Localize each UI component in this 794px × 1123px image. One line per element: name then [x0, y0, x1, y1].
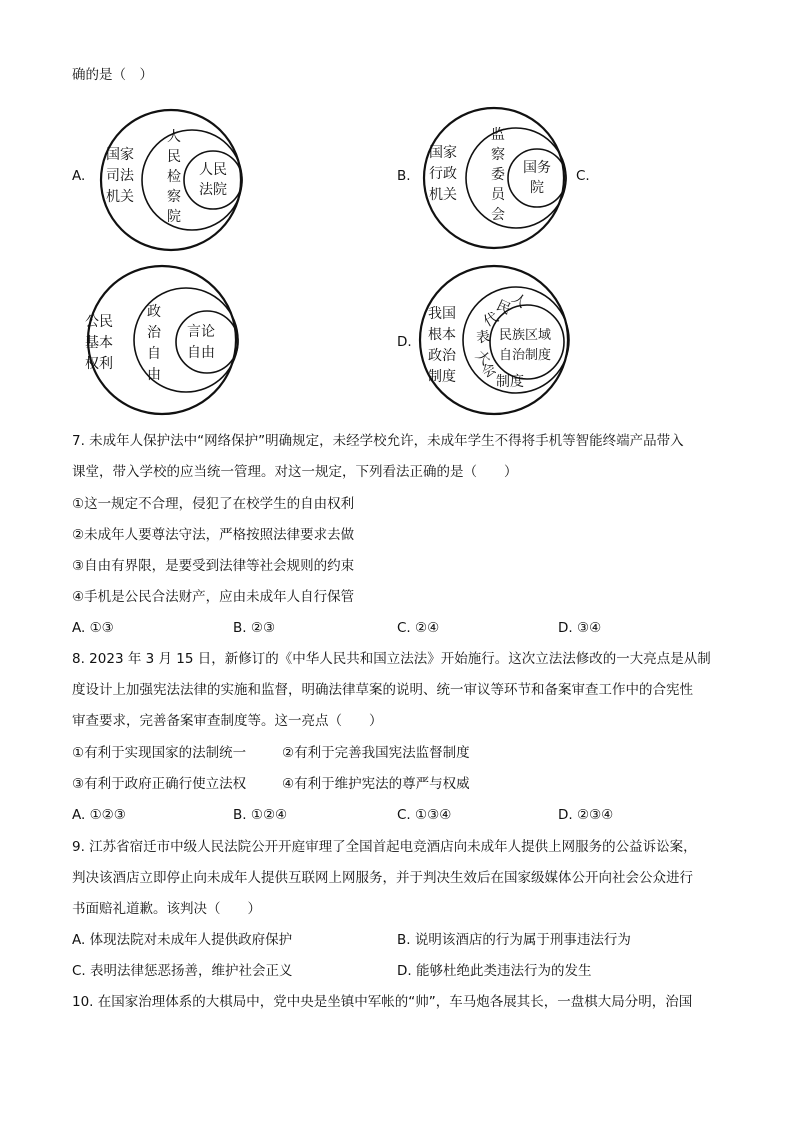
diagram-b-middle-4: 员 [491, 187, 505, 203]
diagram-c [74, 262, 250, 418]
question-8-statement-1: ①有利于实现国家的法制统一 [72, 745, 247, 761]
diagram-d-inner-2: 自治制度 [499, 348, 552, 363]
question-7-statement-3: ③自由有界限，是要受到法律等社会规则的约束 [72, 558, 355, 574]
diagram-c-outer-3: 权利 [85, 356, 113, 372]
diagram-b-inner-2: 院 [530, 180, 544, 196]
question-9-option-d: D. 能够杜绝此类违法行为的发生 [397, 963, 592, 979]
diagram-a-inner-1: 人民 [199, 162, 227, 178]
question-7-stem-line-1: 7. 未成年人保护法中“网络保护”明确规定，未经学校允许，未成年学生不得将手机等智能终端产品带入 [72, 433, 684, 449]
question-8-stem-line-1: 8. 2023 年 3 月 15 日，新修订的《中华人民共和国立法法》开始施行。这次立法法修改的一大亮点是从制 [72, 651, 711, 667]
question-9-option-a: A. 体现法院对未成年人提供政府保护 [72, 932, 293, 948]
diagram-b-outer-3: 机关 [429, 187, 457, 203]
diagram-c-outer-1: 公民 [85, 314, 113, 330]
question-7-option-a: A. ①③ [72, 620, 114, 636]
diagram-a-middle-1: 人 [167, 129, 181, 145]
diagram-c-middle-2: 治 [147, 325, 161, 341]
question-9-option-c: C. 表明法律惩恶扬善，维护社会正义 [72, 963, 293, 979]
diagram-a-outer-1: 国家 [106, 147, 134, 163]
question-8-option-b: B. ①②④ [233, 807, 288, 823]
question-8-stem-line-2: 度设计上加强宪法法律的实施和监督，明确法律草案的说明、统一审议等环节和备案审查工作中的合宪性 [72, 682, 693, 698]
diagram-c-middle-3: 自 [147, 346, 161, 362]
question-8-option-a: A. ①②③ [72, 807, 126, 823]
diagram-c-outer-2: 基本 [85, 335, 113, 351]
diagram-b-middle-5: 会 [491, 207, 505, 223]
question-8-statement-4: ④有利于维护宪法的尊严与权威 [282, 776, 470, 792]
question-7-statement-4: ④手机是公民合法财产，应由未成年人自行保管 [72, 589, 355, 605]
diagram-b-middle-3: 委 [491, 167, 505, 183]
diagram-d-inner-1: 民族区域 [499, 328, 552, 343]
question-9-option-b: B. 说明该酒店的行为属于刑事违法行为 [397, 932, 631, 948]
diagram-c-inner-2: 自由 [187, 345, 215, 361]
question-7-statement-1: ①这一规定不合理，侵犯了在校学生的自由权利 [72, 496, 355, 512]
question-7-statement-2: ②未成年人要尊法守法，严格按照法律要求去做 [72, 527, 355, 543]
diagram-a-middle-4: 察 [167, 189, 181, 205]
diagram-d-arc-3: 代 [481, 309, 502, 331]
diagram-d-arc-5: 大 [472, 347, 494, 369]
diagram-c-inner-1: 言论 [187, 324, 215, 340]
question-9-stem-line-1: 9. 江苏省宿迁市中级人民法院公开开庭审理了全国首起电竞酒店向未成年人提供上网服务的公益诉讼案， [72, 839, 697, 855]
diagram-a-middle-2: 民 [167, 149, 181, 165]
option-a-label: A. [72, 168, 86, 184]
diagram-b-middle-1: 监 [491, 127, 505, 143]
diagram-d-arc-6: 会 [479, 360, 500, 382]
diagram-b-inner-1: 国务 [523, 160, 551, 176]
diagram-d-outer-1: 我国 [428, 306, 456, 322]
question-8-stem-line-3: 审查要求，完善备案审查制度等。这一亮点（ ） [72, 713, 383, 729]
question-7-option-c: C. ②④ [397, 620, 440, 636]
question-7-stem-line-2: 课堂，带入学校的应当统一管理。对这一规定，下列看法正确的是（ ） [72, 464, 518, 480]
diagram-b-outer-1: 国家 [429, 145, 457, 161]
question-9-stem-line-2: 判决该酒店立即停止向未成年人提供互联网上网服务，并于判决生效后在国家级媒体公开向社会公众进行 [72, 870, 693, 886]
diagram-d-outer-4: 制度 [428, 369, 456, 385]
diagram-d-outer-3: 政治 [428, 348, 456, 364]
diagram-d [418, 262, 574, 418]
question-9-stem-line-3: 书面赔礼道歉。该判决（ ） [72, 901, 261, 917]
diagram-d-arc-4: 表 [474, 328, 492, 347]
question-8-option-c: C. ①③④ [397, 807, 452, 823]
option-b-label: B. [397, 168, 411, 184]
diagram-d-arc-1: 人 [508, 290, 530, 312]
question-7-option-b: B. ②③ [233, 620, 276, 636]
diagram-d-middle-bottom: 制度 [496, 374, 524, 390]
diagram-d-outer-2: 根本 [428, 327, 456, 343]
diagram-a-inner-2: 法院 [199, 182, 227, 198]
option-c-label: C. [576, 168, 590, 184]
question-8-statement-3: ③有利于政府正确行使立法权 [72, 776, 247, 792]
diagram-c-middle-1: 政 [147, 304, 161, 320]
question-7-option-d: D. ③④ [558, 620, 602, 636]
diagram-a-outer-3: 机关 [106, 189, 134, 205]
question-6-stem-end: 确的是（ ） [72, 67, 153, 83]
diagram-a-middle-3: 检 [167, 169, 181, 185]
diagram-d-arc-2: 民 [493, 297, 514, 318]
diagram-b-outer-2: 行政 [429, 166, 457, 182]
option-d-label: D. [397, 334, 412, 350]
diagram-b-middle-2: 察 [491, 147, 505, 163]
question-8-option-d: D. ②③④ [558, 807, 614, 823]
diagram-a [92, 105, 252, 255]
diagram-c-middle-4: 由 [147, 367, 161, 383]
diagram-b [418, 103, 574, 253]
question-8-statement-2: ②有利于完善我国宪法监督制度 [282, 745, 470, 761]
diagram-a-outer-2: 司法 [106, 168, 134, 184]
diagram-a-middle-5: 院 [167, 209, 181, 225]
question-10-stem-line-1: 10. 在国家治理体系的大棋局中，党中央是坐镇中军帐的“帅”，车马炮各展其长，一盘棋大局分明，治国 [72, 994, 693, 1010]
